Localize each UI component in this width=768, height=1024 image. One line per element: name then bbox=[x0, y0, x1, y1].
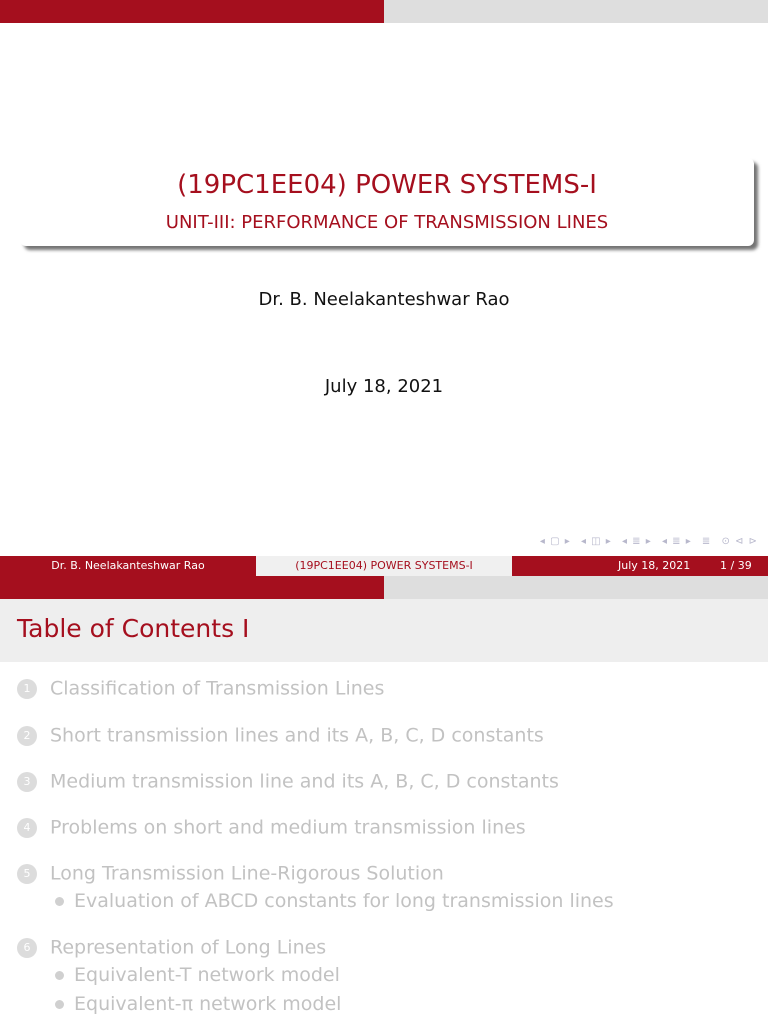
presentation-subtitle: UNIT-III: PERFORMANCE OF TRANSMISSION LINES bbox=[165, 212, 609, 233]
author: Dr. B. Neelakanteshwar Rao bbox=[258, 289, 510, 310]
presentation-date: July 18, 2021 bbox=[324, 376, 444, 397]
section-number-badge: 5 bbox=[17, 864, 37, 884]
footer-title: (19PC1EE04) POWER SYSTEMS-I bbox=[295, 559, 473, 572]
toc-section-label: Long Transmission Line-Rigorous Solution bbox=[50, 862, 444, 885]
section-nav-icon[interactable]: ◂ ≣ ▸ bbox=[621, 536, 652, 547]
toc-subsection-label: Evaluation of ABCD constants for long transmission lines bbox=[74, 890, 614, 912]
toc-subsection-5-1[interactable] bbox=[55, 890, 614, 912]
beamer-navigation bbox=[534, 536, 758, 547]
toc-subsection-6-1[interactable] bbox=[55, 964, 340, 986]
toc-section-label: Representation of Long Lines bbox=[50, 936, 327, 959]
header-bar-left bbox=[0, 0, 384, 23]
toc-section-label: Short transmission lines and its A, B, C, D constants bbox=[50, 724, 544, 747]
header-bar-right bbox=[384, 0, 768, 23]
title-box bbox=[20, 158, 754, 246]
toc-section-label: Problems on short and medium transmission lines bbox=[50, 816, 526, 839]
presentation-title: (19PC1EE04) POWER SYSTEMS-I bbox=[177, 170, 597, 200]
toc-subsection-label: Equivalent-π network model bbox=[74, 993, 342, 1015]
footer-title-box bbox=[256, 556, 512, 576]
subsection-nav-icon[interactable]: ◂ ◫ ▸ bbox=[580, 536, 612, 547]
bullet-icon bbox=[55, 971, 64, 980]
toc-section-label: Medium transmission line and its A, B, C, D constants bbox=[50, 770, 559, 793]
section-number-badge: 1 bbox=[17, 679, 37, 699]
section-number-badge: 3 bbox=[17, 772, 37, 792]
footline bbox=[0, 556, 768, 576]
section-number-badge: 2 bbox=[17, 726, 37, 746]
toc-section-3[interactable] bbox=[17, 770, 559, 793]
toc-section-6[interactable] bbox=[17, 936, 326, 959]
section-number-badge: 6 bbox=[17, 938, 37, 958]
search-back-forward-icon[interactable]: ⊙ ⊲ ⊳ bbox=[721, 536, 758, 547]
align-icon[interactable]: ≣ bbox=[701, 536, 712, 547]
toc-section-label: Classification of Transmission Lines bbox=[50, 677, 385, 700]
footer-author-box bbox=[0, 556, 256, 576]
toc-section-4[interactable] bbox=[17, 816, 526, 839]
section-number-badge: 4 bbox=[17, 818, 37, 838]
bullet-icon bbox=[55, 1000, 64, 1009]
toc-subsection-label: Equivalent-T network model bbox=[74, 964, 340, 986]
toc-slide bbox=[0, 576, 768, 1024]
footer-date: July 18, 2021 bbox=[618, 559, 691, 572]
toc-subsection-6-2[interactable] bbox=[55, 993, 341, 1015]
header-bar-left bbox=[0, 576, 384, 599]
frame-title: Table of Contents I bbox=[17, 614, 250, 643]
toc-section-5[interactable] bbox=[17, 862, 444, 885]
frame-nav-icon[interactable]: ◂ ▢ ▸ bbox=[539, 536, 571, 547]
subsection-nav-icon-2[interactable]: ◂ ≣ ▸ bbox=[661, 536, 692, 547]
footer-date-box bbox=[512, 556, 768, 576]
toc-section-2[interactable] bbox=[17, 724, 544, 747]
bullet-icon bbox=[55, 897, 64, 906]
header-bar-right bbox=[384, 576, 768, 599]
page-number: 1 / 39 bbox=[720, 559, 752, 572]
toc-section-1[interactable] bbox=[17, 677, 384, 700]
footer-author: Dr. B. Neelakanteshwar Rao bbox=[51, 559, 205, 572]
